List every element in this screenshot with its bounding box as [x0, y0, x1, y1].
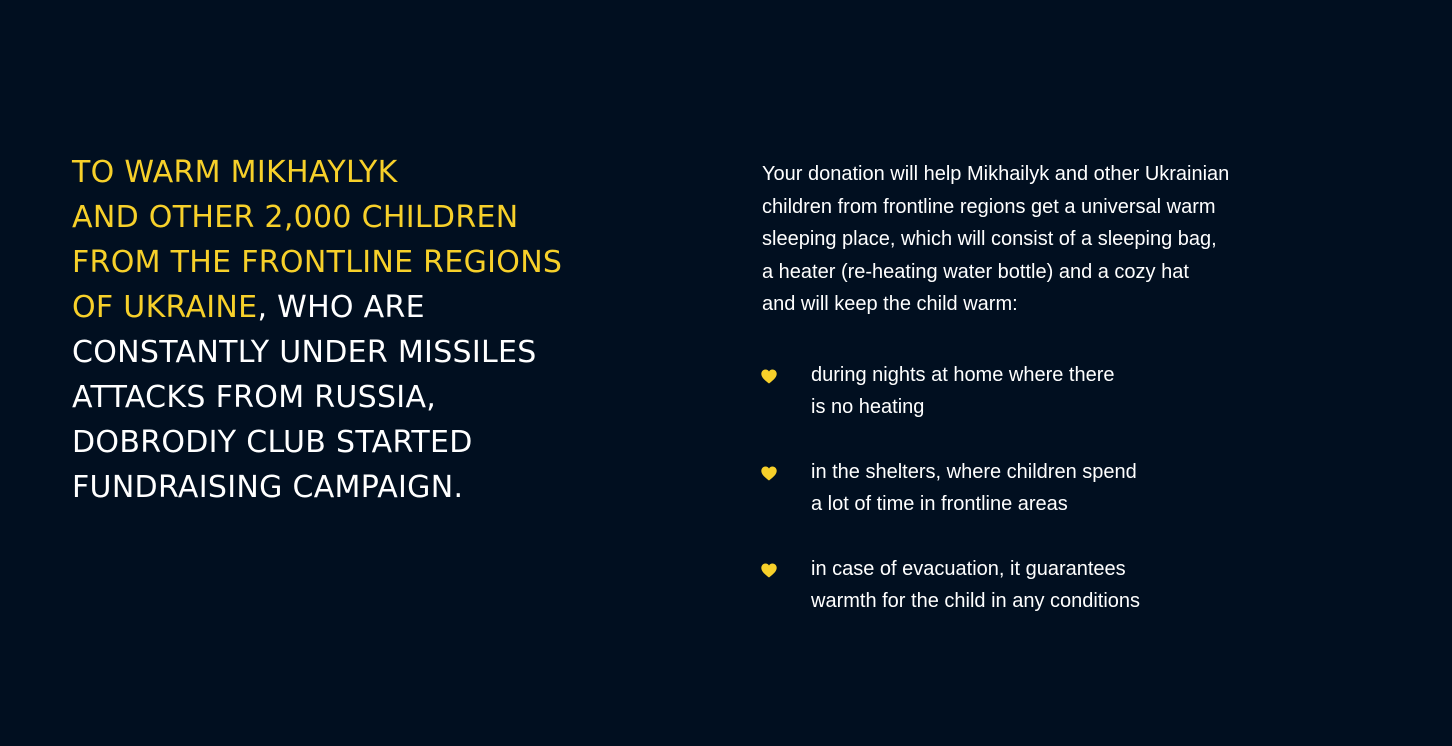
intro-paragraph [762, 158, 1402, 321]
headline-line: FUNDRAISING CAMPAIGN. [72, 470, 464, 505]
list-item-line: in the shelters, where children spend [811, 460, 1137, 483]
intro-line: children from frontline regions get a universal warm [762, 195, 1216, 218]
intro-line: sleeping place, which will consist of a sleeping bag, [762, 228, 1217, 250]
heart-icon [761, 563, 777, 578]
headline [72, 150, 692, 510]
headline-mixed-line [72, 285, 692, 330]
headline-line: DOBRODIY CLUB STARTED [72, 425, 473, 460]
intro-line: Your donation will help Mikhailyk and other Ukrainian [762, 163, 1230, 185]
list-item-line: is no heating [811, 396, 925, 418]
headline-accent-line: FROM THE FRONTLINE REGIONS [72, 245, 563, 280]
list-item [762, 359, 1402, 424]
headline-accent-fragment: OF UKRAINE [72, 290, 258, 325]
donation-description [762, 158, 1402, 650]
headline-text-fragment: , WHO ARE [257, 290, 425, 325]
intro-line: and will keep the child warm: [762, 293, 1018, 315]
list-item-line: warmth for the child in any conditions [811, 590, 1141, 612]
heart-icon [761, 369, 777, 384]
headline-line: CONSTANTLY UNDER MISSILES [72, 335, 537, 370]
list-item [762, 456, 1402, 521]
list-item [762, 553, 1402, 618]
benefits-list [762, 359, 1402, 618]
list-item-line: a lot of time in frontline areas [811, 493, 1068, 515]
headline-line: ATTACKS FROM RUSSIA, [72, 380, 437, 415]
list-item-line: during nights at home where there [811, 363, 1115, 386]
heart-icon [761, 466, 777, 481]
list-item-line: in case of evacuation, it guarantees [811, 557, 1126, 580]
headline-accent-line: TO WARM MIKHAYLYK [72, 155, 398, 190]
headline-accent-line: AND OTHER 2,000 CHILDREN [72, 200, 519, 235]
intro-line: a heater (re-heating water bottle) and a cozy hat [762, 260, 1189, 283]
